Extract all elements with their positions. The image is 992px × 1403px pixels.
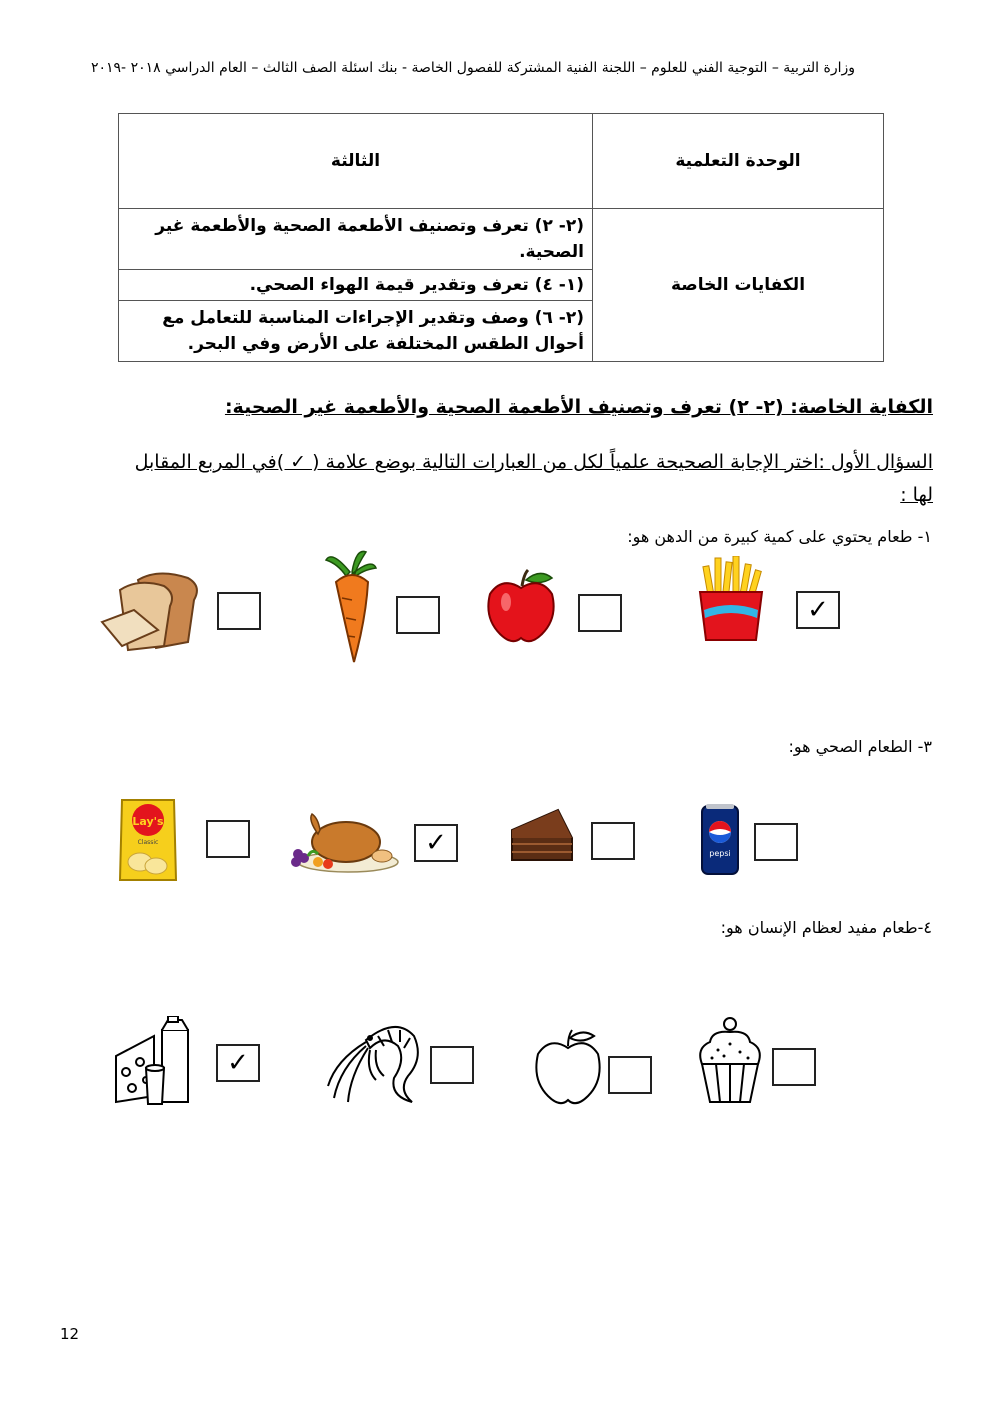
units-table [118,113,884,362]
answer-checkbox[interactable] [591,822,635,860]
page-number: 12 [60,1325,80,1343]
apple-outline-icon [534,1028,602,1106]
answer-checkbox[interactable] [578,594,622,632]
answer-checkbox[interactable] [430,1046,474,1084]
competency-item: (١- ٤) تعرف وتقدير قيمة الهواء الصحي. [119,270,593,301]
answer-checkbox[interactable] [396,596,440,634]
answer-checkbox[interactable] [608,1056,652,1094]
answer-checkbox[interactable]: ✓ [414,824,458,862]
answer-checkbox[interactable]: ✓ [796,591,840,629]
dairy-icon [112,1016,194,1106]
unit-value: الثالثة [119,114,593,209]
chips-sub-label: Classic [137,839,159,846]
bread-icon [98,570,202,652]
answer-checkbox[interactable] [217,592,261,630]
apple-icon [484,568,558,644]
cupcake-icon [694,1014,766,1106]
answer-checkbox[interactable] [754,823,798,861]
chips-brand-label: Lay's [132,815,164,828]
carrot-icon [322,548,380,666]
answer-checkbox[interactable]: ✓ [216,1044,260,1082]
cake-icon [508,808,576,866]
competencies-label: الكفايات الخاصة [593,209,884,362]
soda-brand-label: pepsi [709,849,731,858]
question-text: ١- طعام يحتوي على كمية كبيرة من الدهن هو: [627,527,932,546]
unit-label: الوحدة التعلمية [593,114,884,209]
fries-icon [698,556,764,642]
answer-checkbox[interactable] [772,1048,816,1086]
page-header: وزارة التربية – التوجية الفني للعلوم – اللجنة الفنية المشتركة للفصول الخاصة - بنك اسئلة الصف الثالث – العام الدراسي ٢٠١٨ -٢٠١٩ [90,60,855,76]
competency-item: (٢- ٦) وصف وتقدير الإجراءات المناسبة للتعامل مع أحوال الطقس المختلفة على الأرض وفي البحر. [119,301,593,362]
question-text: ٤-طعام مفيد لعظام الإنسان هو: [720,918,932,937]
soda-can-icon [700,802,740,878]
section-heading: الكفاية الخاصة: (٢- ٢) تعرف وتصنيف الأطعمة الصحية والأطعمة غير الصحية: [224,396,933,418]
chips-icon [118,796,178,884]
question-instructions: السؤال الأول :اختر الإجابة الصحيحة علمياً لكل من العبارات التالية بوضع علامة ( ✓ )في المربع المقابل لها : [134,451,933,506]
competency-item: (٢- ٢) تعرف وتصنيف الأطعمة الصحية والأطعمة غير الصحية. [119,209,593,270]
question-text: ٣- الطعام الصحي هو: [788,737,932,756]
roast-chicken-icon [288,810,400,874]
shrimp-icon [326,1010,426,1106]
answer-checkbox[interactable] [206,820,250,858]
